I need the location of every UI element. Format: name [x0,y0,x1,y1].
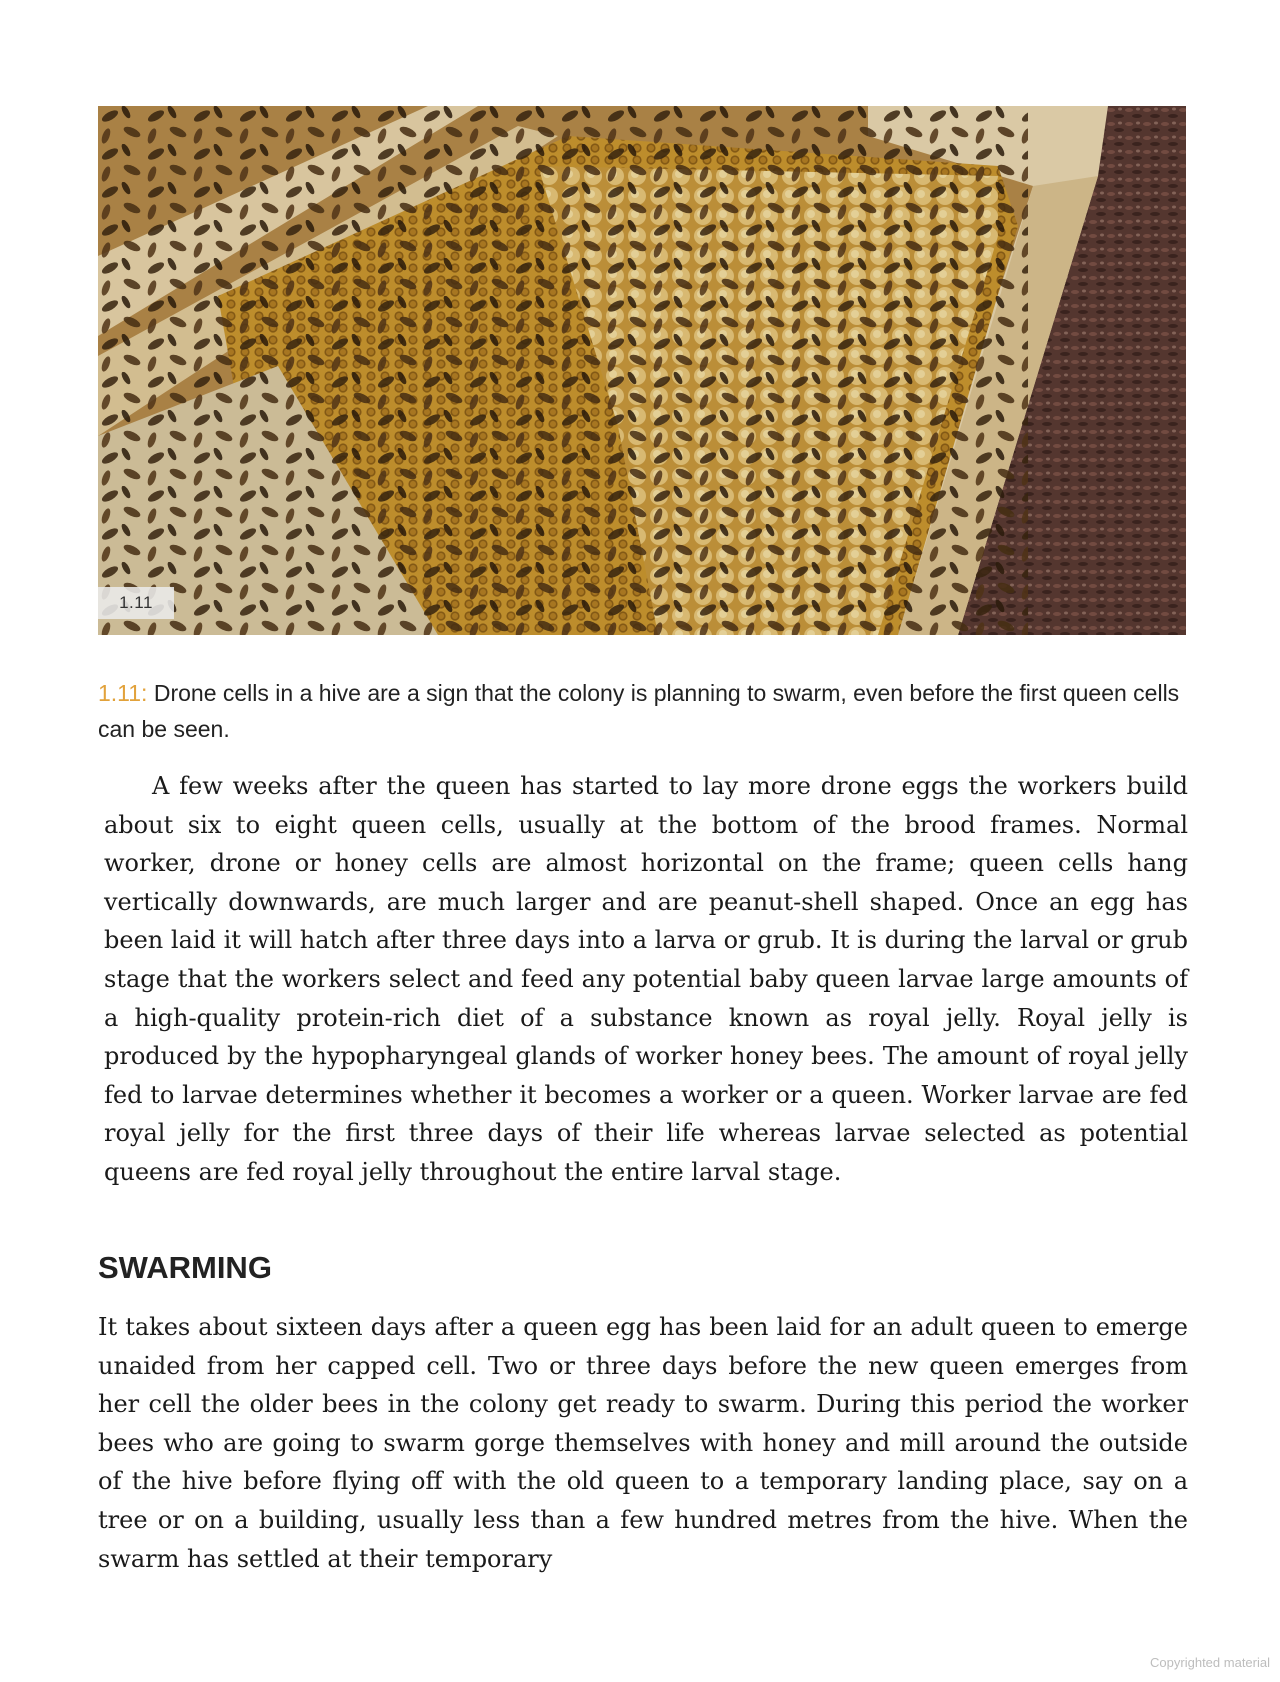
section-heading: SWARMING [98,1250,272,1285]
copyright-notice: Copyrighted material [1150,1655,1270,1670]
honeycomb-bee-photo-icon [98,106,1186,635]
figure-caption [98,675,1188,747]
figure-photo [98,106,1186,635]
body-paragraph-2: It takes about sixteen days after a queen egg has been laid for an adult queen to emerge unaided from her capped cell. Two or three days before the new queen emerges from her cell the older bees in the colony get ready to swarm. During this period the worker bees who are going to swarm gorge themselves with honey and mill around the outside of the hive before flying off with the old queen to a temporary landing place, say on a tree or on a building, usually less than a few hundred metres from the hive. When the swarm has settled at their temporary [98,1313,1188,1573]
body-paragraph-1: A few weeks after the queen has started to lay more drone eggs the workers build about six to eight queen cells, usually at the bottom of the brood frames. Normal worker, drone or honey cells are almost horizontal on the frame; queen cells hang vertically downwards, are much larger and are peanut-shell shaped. Once an egg has been laid it will hatch after three days into a larva or grub. It is during the larval or grub stage that the workers select and feed any potential baby queen larvae large amounts of a high-quality protein-rich diet of a substance known as royal jelly. Royal jelly is produced by the hypopharyngeal glands of worker honey bees. The amount of royal jelly fed to larvae determines whether it becomes a worker or a queen. Worker larvae are fed royal jelly for the first three days of their life whereas larvae selected as potential queens are fed royal jelly throughout the entire larval stage. [104,772,1188,1186]
caption-text: Drone cells in a hive are a sign that the colony is planning to swarm, even before the first queen cells can be seen. [98,680,1180,742]
figure-number-tag: 1.11 [98,587,174,619]
caption-figure-number: 1.11: [98,680,148,706]
